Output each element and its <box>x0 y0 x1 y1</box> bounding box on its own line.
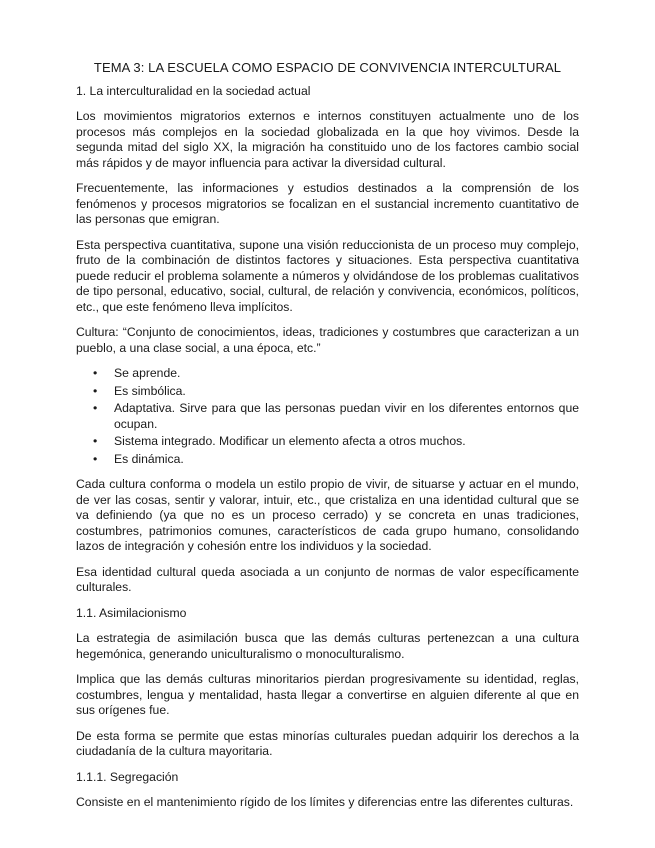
list-item <box>93 434 579 450</box>
list-item <box>93 451 579 468</box>
bullet-icon: • <box>93 434 98 448</box>
paragraph-normas-valor: Esa identidad cultural queda asociada a un conjunto de normas de valor específicamente culturales. <box>76 564 579 594</box>
list-item-text: Adaptativa. Sirve para que las personas puedan vivir en los diferentes entornos que ocupan. <box>114 401 579 431</box>
paragraph-identidad-cultural: Cada cultura conforma o modela un estilo propio de vivir, de situarse y actuar en el mundo, de ver las cosas, sentir y valorar, intuir, etc., que cristaliza en una identidad cultural que se va definiendo (ya que no es un proceso cerrado) y se concreta en unas tradiciones, costumbres, patrimonios comunes, característicos de cada grupo humano, consolidando lazos de integración y cohesión entre los individuos y la sociedad. <box>76 477 579 553</box>
bullet-icon: • <box>93 401 98 415</box>
document-page <box>76 60 579 821</box>
paragraph-perspectiva-cuantitativa: Esta perspectiva cuantitativa, supone una visión reduccionista de un proceso muy complejo, fruto de la combinación de distintos factores y situaciones. Esta perspectiva cuantitativa puede reducir el problema solamente a números y olvidándose de los problemas cualitativos de tipo personal, educativo, social, cultural, de relación y convivencia, económicos, políticos, etc., que este fenómeno lleva implícitos. <box>76 237 579 314</box>
list-item-text: Sistema integrado. Modificar un elemento afecta a otros muchos. <box>114 434 466 448</box>
bullet-icon: • <box>93 366 98 380</box>
paragraph-movimientos-migratorios: Los movimientos migratorios externos e internos constituyen actualmente uno de los procesos más complejos en la sociedad globalizada en la que hoy vivimos. Desde la segunda mitad del siglo XX, la migración ha constituido uno de los factores cambio social más rápidos y de mayor influencia para activar la diversidad cultural. <box>76 109 579 170</box>
culture-traits-list <box>76 366 579 467</box>
section-heading-asimilacionismo: 1.1. Asimilacionismo <box>76 605 187 620</box>
bullet-icon: • <box>93 451 98 466</box>
section-heading-interculturalidad: 1. La interculturalidad en la sociedad actual <box>76 83 311 98</box>
list-item-text: Se aprende. <box>114 366 181 380</box>
paragraph-culturas-minoritarias: Implica que las demás culturas minoritarios pierdan progresivamente su identidad, reglas, costumbres, lengua y mentalidad, hasta llegar a convertirse en alguien diferente al que en sus orígenes fue. <box>76 672 579 717</box>
document-title: TEMA 3: LA ESCUELA COMO ESPACIO DE CONVIVENCIA INTERCULTURAL <box>93 60 562 75</box>
list-item <box>93 383 579 400</box>
list-item <box>93 366 579 382</box>
paragraph-cultura-definicion: Cultura: “Conjunto de conocimientos, ideas, tradiciones y costumbres que caracterizan a un pueblo, a una clase social, a una época, etc.” <box>76 325 579 355</box>
paragraph-frecuentemente: Frecuentemente, las informaciones y estudios destinados a la comprensión de los fenómenos y procesos migratorios se focalizan en el sustancial incremento cuantitativo de las personas que emigran. <box>76 181 579 226</box>
list-item <box>93 401 579 432</box>
list-item-text: Es dinámica. <box>114 451 184 466</box>
bullet-icon: • <box>93 383 98 398</box>
paragraph-derechos-ciudadania: De esta forma se permite que estas minorías culturales puedan adquirir los derechos a la ciudadanía de la cultura mayoritaria. <box>76 728 579 758</box>
list-item-text: Es simbólica. <box>114 383 186 398</box>
paragraph-segregacion: Consiste en el mantenimiento rígido de los límites y diferencias entre las diferentes culturas. <box>76 795 574 809</box>
paragraph-estrategia-asimilacion: La estrategia de asimilación busca que las demás culturas pertenezcan a una cultura hegemónica, generando uniculturalismo o monoculturalismo. <box>76 631 579 661</box>
section-heading-segregacion: 1.1.1. Segregación <box>76 769 179 784</box>
